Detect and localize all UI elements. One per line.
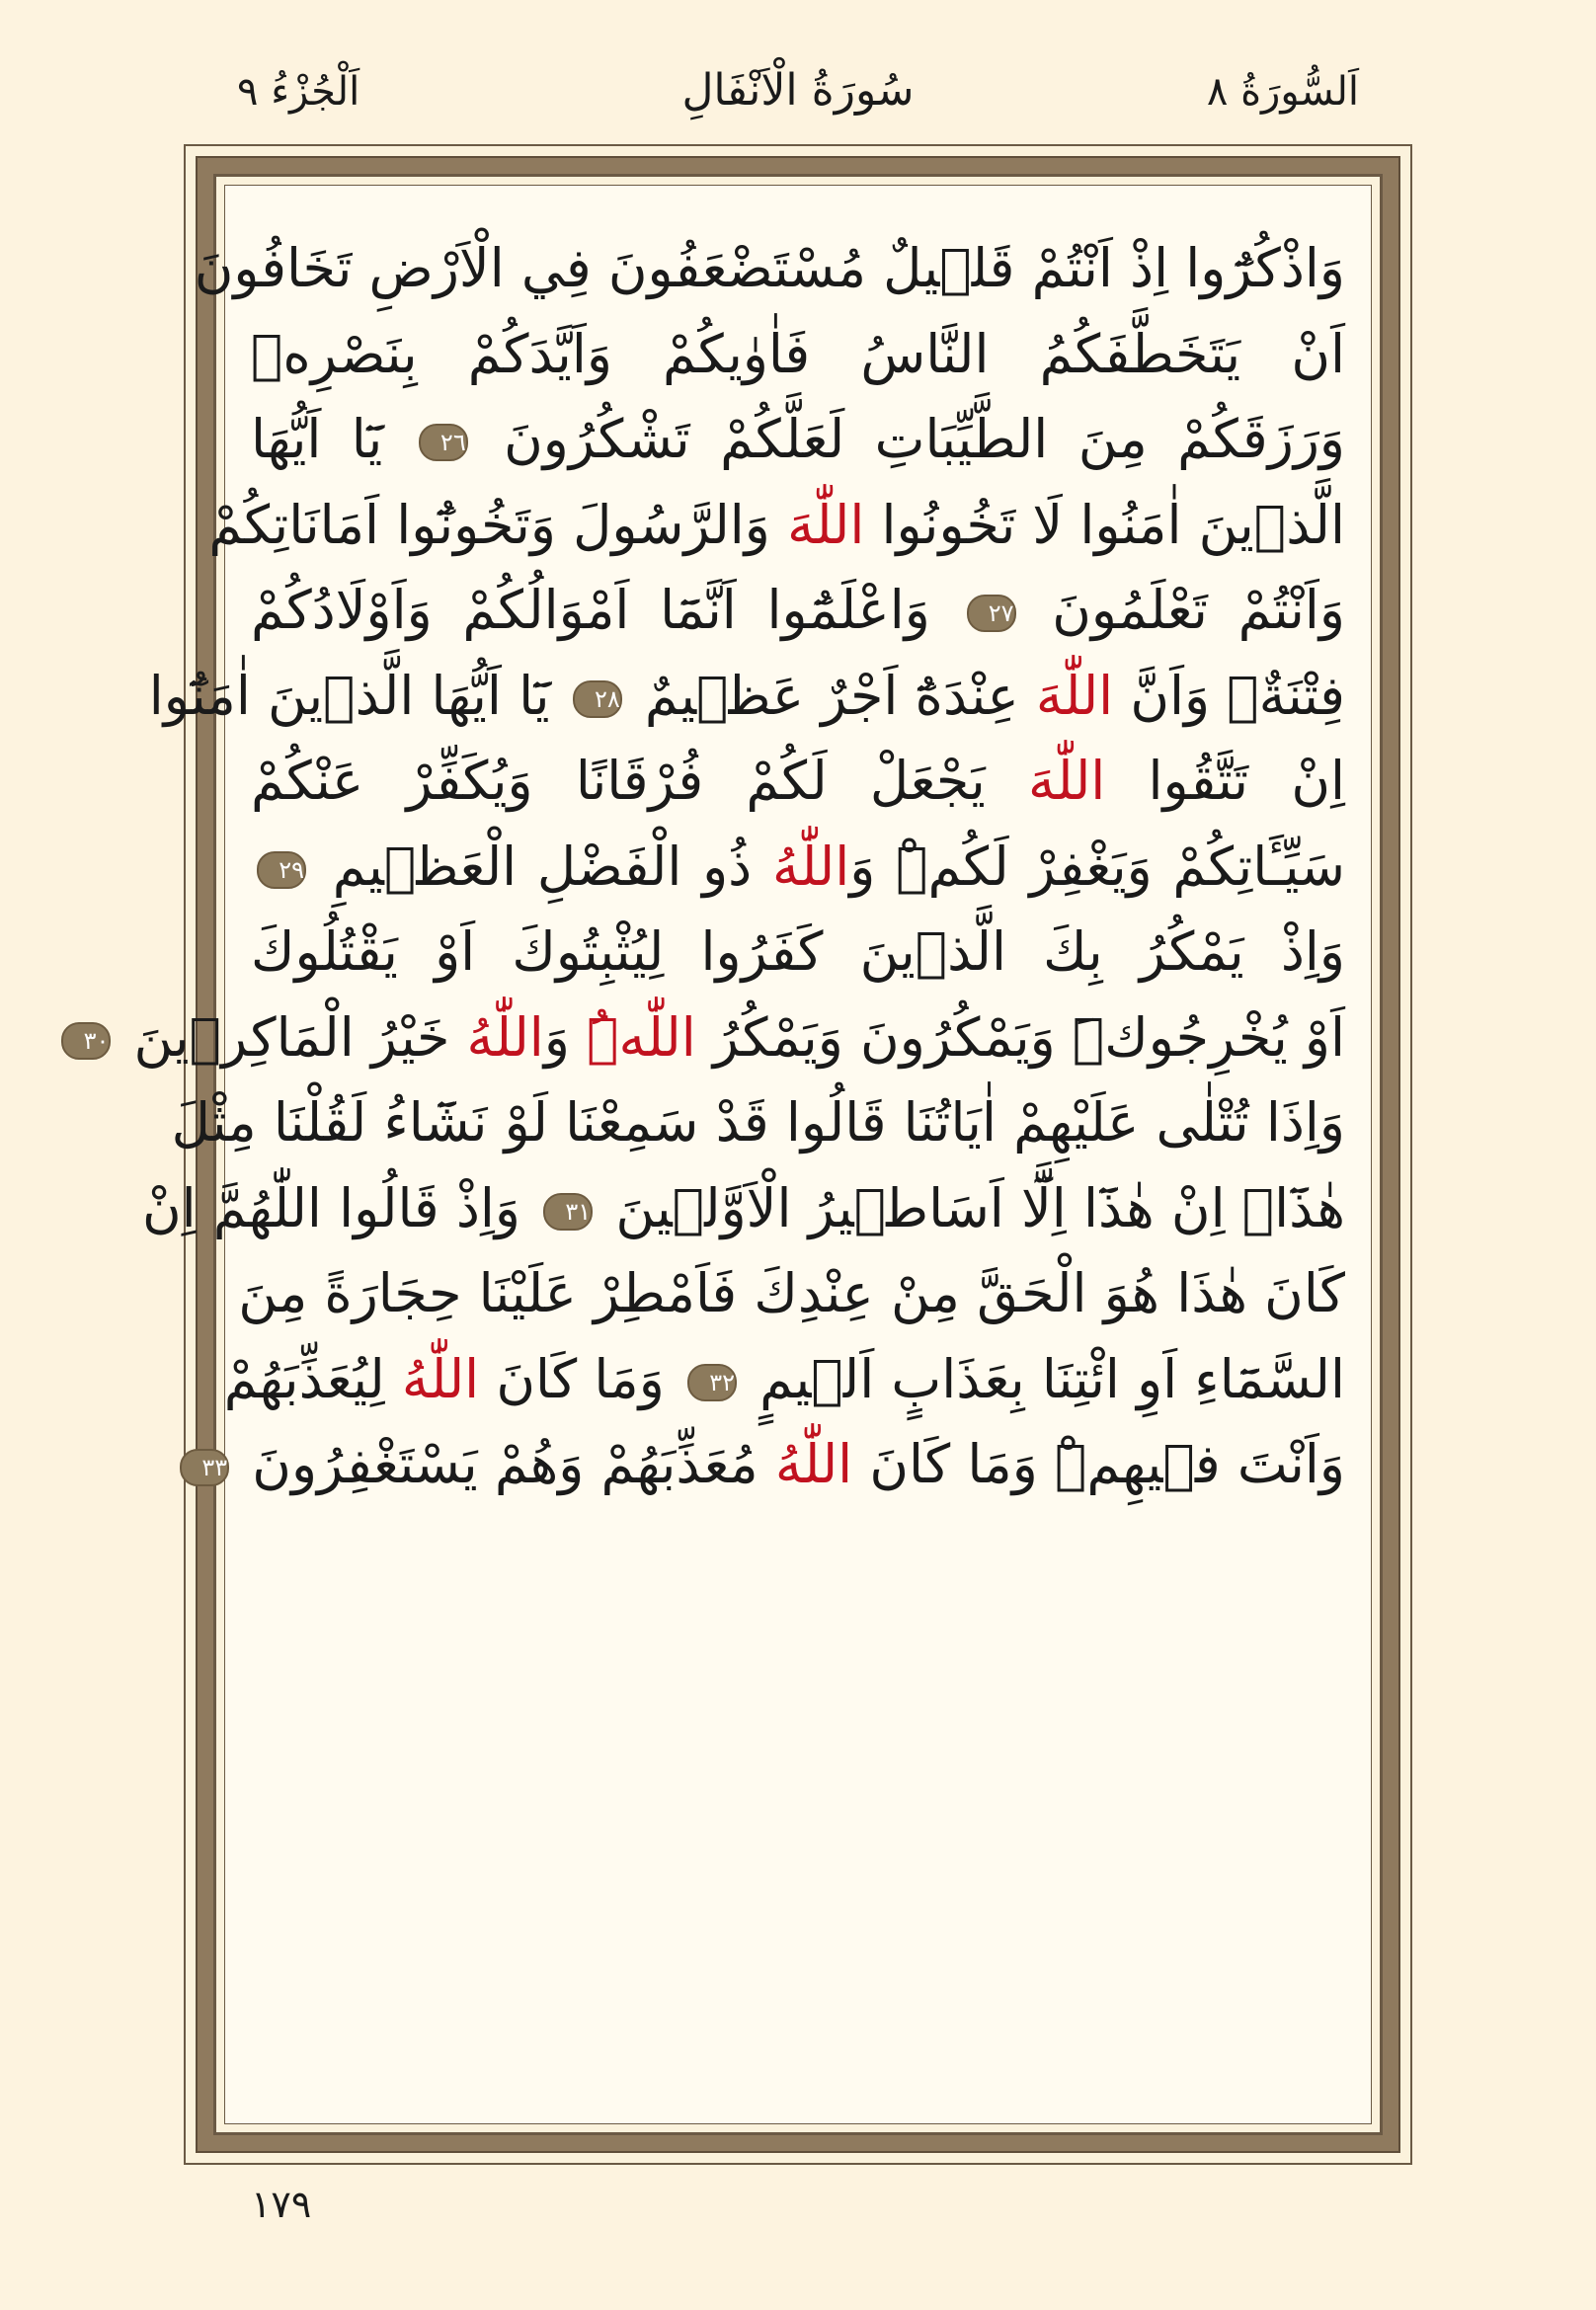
ayah-number-marker: ٣٠ <box>61 1022 111 1060</box>
verse-text: وَاذْكُرُٓوا اِذْ اَنْتُمْ قَلٖيلٌ مُسْتَضْعَفُونَ فِي الْاَرْضِ تَخَافُونَ <box>194 237 1345 299</box>
surah-number: اَلسُّورَةُ ٨ <box>1206 69 1359 115</box>
ayah-number-marker: ٢٦ <box>419 424 468 461</box>
verse-text: وَمَا كَانَ <box>479 1347 681 1410</box>
verse-text: اَنْ يَتَخَطَّفَكُمُ النَّاسُ فَاٰوٰيكُمْ وَاَيَّدَكُمْ بِنَصْرِهٖ <box>251 322 1345 385</box>
verse-text: اِنْ تَتَّقُوا <box>1105 750 1346 812</box>
ayah-number-marker: ٣٢ <box>687 1364 737 1401</box>
divine-name: اللّٰهَ <box>1035 664 1114 727</box>
divine-name: اللّٰهُ <box>774 1433 853 1495</box>
divine-name: اللّٰهُ <box>401 1347 480 1410</box>
divine-name: اللّٰهُۜ <box>587 1005 696 1069</box>
verse-text: مُعَذِّبَهُمْ وَهُمْ يَسْتَغْفِرُونَ <box>235 1433 775 1495</box>
verse-text: وَاِذْ يَمْكُرُ بِكَ الَّذٖينَ كَفَرُوا لِيُثْبِتُوكَ اَوْ يَقْتُلُوكَ <box>251 920 1345 983</box>
verse-text: وَاِذَا تُتْلٰى عَلَيْهِمْ اٰيَاتُنَا قَالُوا قَدْ سَمِعْنَا لَوْ نَشَٓاءُ لَقُلْنَا مِثْلَ <box>171 1091 1345 1154</box>
verse-text: وَاَنْتَ فٖيهِمْۜ وَمَا كَانَ <box>852 1433 1345 1495</box>
verse-text: يَٓا اَيُّهَا <box>251 408 413 470</box>
divine-name: اللّٰهَ <box>787 493 865 556</box>
ayah-number-marker: ٢٧ <box>967 595 1016 632</box>
surah-name: سُورَةُ الْاَنْفَالِ <box>681 65 915 116</box>
verse-line <box>201 1415 1345 1544</box>
juz-label: اَلْجُزْءُ ٩ <box>237 69 360 115</box>
verse-text: وَ <box>543 1005 588 1069</box>
verse-text: يَجْعَلْ لَكُمْ فُرْقَانًا وَيُكَفِّرْ عَنْكُمْ <box>251 750 1028 812</box>
ayah-number-marker: ٢٩ <box>257 851 306 889</box>
verse-text: لِيُعَذِّبَهُمْ <box>223 1347 402 1410</box>
verse-text: هٰذَٓاۙ اِنْ هٰذَٓا اِلَّٓا اَسَاطٖيرُ الْاَوَّلٖينَ <box>598 1176 1345 1239</box>
divine-name: اللّٰهُ <box>771 835 850 898</box>
verse-text: وَاِذْ قَالُوا اللّٰهُمَّ اِنْ <box>141 1176 538 1239</box>
verse-text: عِنْدَهُٓ اَجْرٌ عَظٖيمٌ <box>627 664 1036 727</box>
ayah-number-marker: ٣٣ <box>180 1449 229 1486</box>
verse-text: كَانَ هٰذَا هُوَ الْحَقَّ مِنْ عِنْدِكَ فَاَمْطِرْ عَلَيْنَا حِجَارَةً مِنَ <box>238 1262 1345 1324</box>
verse-text: فِتْنَةٌۙ وَاَنَّ <box>1113 664 1345 727</box>
page-number: ١٧٩ <box>251 2183 312 2226</box>
verse-text: وَاعْلَمُٓوا اَنَّمَٓا اَمْوَالُكُمْ وَاَوْلَادُكُمْ <box>251 579 961 641</box>
verse-text: السَّمَٓاءِ اَوِ ائْتِنَا بِعَذَابٍ اَلٖيمٍ <box>742 1347 1345 1410</box>
verse-text: سَيِّـَٔاتِكُمْ وَيَغْفِرْ لَكُمْۜ وَ <box>849 835 1346 898</box>
verse-text: وَالرَّسُولَ وَتَخُونُٓوا اَمَانَاتِكُمْ <box>208 493 788 556</box>
verse-text: ذُو الْفَضْلِ الْعَظٖيمِ <box>312 835 772 898</box>
verse-text: اَوْ يُخْرِجُوكَۜ وَيَمْكُرُونَ وَيَمْكُرُ <box>695 1005 1345 1069</box>
verse-text: وَرَزَقَكُمْ مِنَ الطَّيِّبَاتِ لَعَلَّكُمْ تَشْكُرُونَ <box>473 408 1345 470</box>
divine-name: اللّٰهُ <box>466 1005 544 1069</box>
ayah-number-marker: ٣١ <box>543 1193 593 1231</box>
verse-text: وَاَنْتُمْ تَعْلَمُونَ <box>1021 579 1345 641</box>
verse-text-area <box>83 219 1346 2096</box>
ayah-number-marker: ٢٨ <box>573 680 622 718</box>
verse-text: يَٓا اَيُّهَا الَّذٖينَ اٰمَنُٓوا <box>148 664 567 727</box>
divine-name: اللّٰهَ <box>1028 750 1106 812</box>
verse-text: خَيْرُ الْمَاكِرٖينَ <box>117 1005 467 1069</box>
verse-text: الَّذٖينَ اٰمَنُوا لَا تَخُونُوا <box>864 493 1345 556</box>
